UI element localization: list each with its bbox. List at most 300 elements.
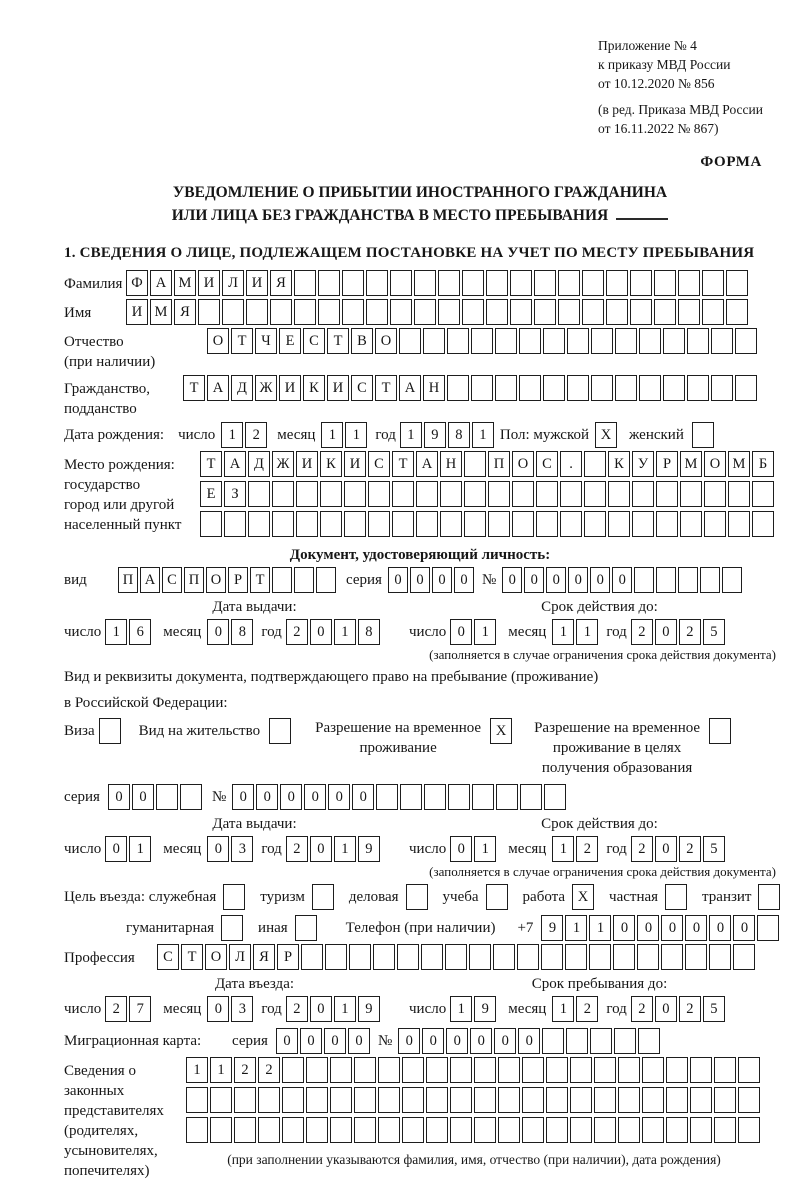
char-cell[interactable] <box>392 511 414 537</box>
char-cell[interactable] <box>221 915 243 941</box>
char-cell[interactable] <box>306 1117 328 1143</box>
char-cell[interactable]: 1 <box>552 996 574 1022</box>
birth-month-cells[interactable] <box>321 422 369 448</box>
char-cell[interactable] <box>294 299 316 325</box>
char-cell[interactable] <box>606 299 628 325</box>
char-cell[interactable] <box>714 1057 736 1083</box>
char-cell[interactable] <box>354 1087 376 1113</box>
char-cell[interactable]: Д <box>248 451 270 477</box>
char-cell[interactable]: 5 <box>703 996 725 1022</box>
char-cell[interactable]: А <box>140 567 160 593</box>
char-cell[interactable] <box>570 1117 592 1143</box>
char-cell[interactable]: Т <box>392 451 414 477</box>
char-cell[interactable] <box>496 784 518 810</box>
char-cell[interactable] <box>462 270 484 296</box>
char-cell[interactable] <box>462 299 484 325</box>
char-cell[interactable] <box>402 1087 424 1113</box>
char-cell[interactable] <box>714 1087 736 1113</box>
char-cell[interactable] <box>99 718 121 744</box>
char-cell[interactable]: С <box>303 328 325 354</box>
char-cell[interactable] <box>493 944 515 970</box>
char-cell[interactable] <box>709 944 731 970</box>
purpose-study-checkbox[interactable] <box>486 884 510 910</box>
char-cell[interactable]: Б <box>752 451 774 477</box>
char-cell[interactable]: 1 <box>105 619 127 645</box>
char-cell[interactable]: Р <box>228 567 248 593</box>
id-valid-year-cells[interactable] <box>631 619 727 645</box>
char-cell[interactable] <box>570 1087 592 1113</box>
char-cell[interactable] <box>469 944 491 970</box>
char-cell[interactable]: 1 <box>334 836 356 862</box>
char-cell[interactable] <box>522 1087 544 1113</box>
migration-series-cells[interactable] <box>276 1028 372 1054</box>
char-cell[interactable] <box>416 511 438 537</box>
patronymic-cells[interactable] <box>207 328 759 354</box>
char-cell[interactable] <box>519 375 541 401</box>
char-cell[interactable]: О <box>512 451 534 477</box>
char-cell[interactable]: М <box>680 451 702 477</box>
residence-permit-checkbox[interactable] <box>269 718 293 744</box>
permit-issue-month-cells[interactable] <box>207 836 255 862</box>
char-cell[interactable] <box>416 481 438 507</box>
char-cell[interactable]: 2 <box>631 836 653 862</box>
birthplace-cells-row1[interactable] <box>200 451 776 477</box>
char-cell[interactable] <box>594 1057 616 1083</box>
char-cell[interactable] <box>690 1057 712 1083</box>
char-cell[interactable] <box>735 328 757 354</box>
char-cell[interactable]: Ф <box>126 270 148 296</box>
char-cell[interactable] <box>728 511 750 537</box>
char-cell[interactable] <box>536 511 558 537</box>
char-cell[interactable]: 2 <box>679 836 701 862</box>
char-cell[interactable]: 2 <box>679 619 701 645</box>
char-cell[interactable] <box>687 328 709 354</box>
char-cell[interactable]: 2 <box>679 996 701 1022</box>
char-cell[interactable]: 5 <box>703 619 725 645</box>
char-cell[interactable] <box>306 1057 328 1083</box>
char-cell[interactable] <box>637 944 659 970</box>
char-cell[interactable] <box>438 299 460 325</box>
char-cell[interactable] <box>366 270 388 296</box>
char-cell[interactable] <box>591 375 613 401</box>
char-cell[interactable] <box>735 375 757 401</box>
char-cell[interactable]: 8 <box>448 422 470 448</box>
char-cell[interactable] <box>726 299 748 325</box>
char-cell[interactable]: 1 <box>474 619 496 645</box>
char-cell[interactable] <box>618 1057 640 1083</box>
char-cell[interactable] <box>589 944 611 970</box>
purpose-tourism-checkbox[interactable] <box>312 884 336 910</box>
char-cell[interactable] <box>296 481 318 507</box>
char-cell[interactable] <box>570 1057 592 1083</box>
id-issue-month-cells[interactable] <box>207 619 255 645</box>
char-cell[interactable]: 0 <box>518 1028 540 1054</box>
char-cell[interactable] <box>758 884 780 910</box>
char-cell[interactable] <box>156 784 178 810</box>
char-cell[interactable] <box>295 915 317 941</box>
char-cell[interactable] <box>474 1057 496 1083</box>
char-cell[interactable] <box>656 481 678 507</box>
char-cell[interactable]: 1 <box>565 915 587 941</box>
char-cell[interactable]: 2 <box>286 836 308 862</box>
char-cell[interactable] <box>656 511 678 537</box>
char-cell[interactable]: И <box>296 451 318 477</box>
representatives-cells-row2[interactable] <box>186 1087 762 1113</box>
permit-valid-day-cells[interactable] <box>450 836 498 862</box>
char-cell[interactable] <box>560 481 582 507</box>
char-cell[interactable]: 3 <box>231 836 253 862</box>
name-cells[interactable] <box>126 299 750 325</box>
char-cell[interactable] <box>665 884 687 910</box>
char-cell[interactable]: Е <box>200 481 222 507</box>
char-cell[interactable] <box>272 567 292 593</box>
char-cell[interactable] <box>584 451 606 477</box>
char-cell[interactable]: 0 <box>398 1028 420 1054</box>
char-cell[interactable] <box>342 270 364 296</box>
char-cell[interactable]: 3 <box>231 996 253 1022</box>
char-cell[interactable]: 1 <box>552 619 574 645</box>
char-cell[interactable] <box>630 299 652 325</box>
char-cell[interactable]: Т <box>181 944 203 970</box>
char-cell[interactable] <box>618 1087 640 1113</box>
char-cell[interactable] <box>615 328 637 354</box>
char-cell[interactable]: И <box>344 451 366 477</box>
char-cell[interactable]: 0 <box>494 1028 516 1054</box>
birthplace-cells-row3[interactable] <box>200 511 776 537</box>
char-cell[interactable] <box>594 1117 616 1143</box>
id-issue-day-cells[interactable] <box>105 619 153 645</box>
char-cell[interactable] <box>272 481 294 507</box>
char-cell[interactable]: 0 <box>613 915 635 941</box>
char-cell[interactable]: 6 <box>129 619 151 645</box>
char-cell[interactable] <box>608 511 630 537</box>
char-cell[interactable] <box>709 718 731 744</box>
char-cell[interactable] <box>330 1057 352 1083</box>
char-cell[interactable] <box>488 481 510 507</box>
char-cell[interactable]: 2 <box>576 836 598 862</box>
char-cell[interactable]: 0 <box>733 915 755 941</box>
char-cell[interactable] <box>702 299 724 325</box>
char-cell[interactable]: X <box>572 884 594 910</box>
char-cell[interactable] <box>582 299 604 325</box>
char-cell[interactable]: 0 <box>276 1028 298 1054</box>
char-cell[interactable] <box>738 1057 760 1083</box>
char-cell[interactable] <box>534 299 556 325</box>
char-cell[interactable]: 0 <box>310 996 332 1022</box>
char-cell[interactable]: 0 <box>348 1028 370 1054</box>
char-cell[interactable]: Т <box>231 328 253 354</box>
char-cell[interactable]: А <box>224 451 246 477</box>
char-cell[interactable]: 1 <box>321 422 343 448</box>
char-cell[interactable]: 0 <box>546 567 566 593</box>
char-cell[interactable]: 0 <box>709 915 731 941</box>
permit-issue-day-cells[interactable] <box>105 836 153 862</box>
id-number-cells[interactable] <box>502 567 744 593</box>
char-cell[interactable] <box>234 1087 256 1113</box>
char-cell[interactable]: 2 <box>286 996 308 1022</box>
char-cell[interactable] <box>582 270 604 296</box>
char-cell[interactable] <box>510 299 532 325</box>
birth-year-cells[interactable] <box>400 422 496 448</box>
char-cell[interactable] <box>373 944 395 970</box>
char-cell[interactable] <box>738 1087 760 1113</box>
char-cell[interactable]: О <box>375 328 397 354</box>
char-cell[interactable] <box>397 944 419 970</box>
char-cell[interactable] <box>423 328 445 354</box>
char-cell[interactable]: Р <box>277 944 299 970</box>
char-cell[interactable]: О <box>207 328 229 354</box>
char-cell[interactable] <box>301 944 323 970</box>
char-cell[interactable] <box>488 511 510 537</box>
char-cell[interactable]: 0 <box>207 836 229 862</box>
char-cell[interactable]: 0 <box>232 784 254 810</box>
char-cell[interactable] <box>702 270 724 296</box>
char-cell[interactable]: 0 <box>352 784 374 810</box>
char-cell[interactable] <box>296 511 318 537</box>
temp-permit-checkbox[interactable] <box>490 718 514 744</box>
char-cell[interactable] <box>567 375 589 401</box>
char-cell[interactable]: 0 <box>304 784 326 810</box>
char-cell[interactable]: 0 <box>450 836 472 862</box>
char-cell[interactable]: 0 <box>655 619 677 645</box>
char-cell[interactable]: 0 <box>655 996 677 1022</box>
char-cell[interactable] <box>447 328 469 354</box>
char-cell[interactable]: 1 <box>552 836 574 862</box>
char-cell[interactable]: 0 <box>300 1028 322 1054</box>
char-cell[interactable]: К <box>608 451 630 477</box>
char-cell[interactable] <box>325 944 347 970</box>
char-cell[interactable] <box>210 1087 232 1113</box>
char-cell[interactable]: Е <box>279 328 301 354</box>
char-cell[interactable] <box>618 1117 640 1143</box>
char-cell[interactable]: Я <box>253 944 275 970</box>
char-cell[interactable]: 9 <box>474 996 496 1022</box>
char-cell[interactable] <box>632 511 654 537</box>
char-cell[interactable]: Н <box>440 451 462 477</box>
char-cell[interactable] <box>591 328 613 354</box>
stay-day-cells[interactable] <box>450 996 498 1022</box>
char-cell[interactable]: 0 <box>108 784 130 810</box>
char-cell[interactable]: И <box>198 270 220 296</box>
char-cell[interactable]: Я <box>270 270 292 296</box>
char-cell[interactable] <box>378 1117 400 1143</box>
char-cell[interactable]: 0 <box>256 784 278 810</box>
char-cell[interactable] <box>421 944 443 970</box>
char-cell[interactable]: 0 <box>432 567 452 593</box>
char-cell[interactable] <box>440 511 462 537</box>
char-cell[interactable]: 2 <box>234 1057 256 1083</box>
char-cell[interactable] <box>678 299 700 325</box>
char-cell[interactable]: Д <box>231 375 253 401</box>
char-cell[interactable]: С <box>157 944 179 970</box>
char-cell[interactable] <box>615 375 637 401</box>
char-cell[interactable]: Т <box>375 375 397 401</box>
char-cell[interactable]: 0 <box>446 1028 468 1054</box>
char-cell[interactable] <box>450 1087 472 1113</box>
char-cell[interactable] <box>567 328 589 354</box>
char-cell[interactable] <box>711 375 733 401</box>
char-cell[interactable] <box>656 567 676 593</box>
char-cell[interactable] <box>639 328 661 354</box>
char-cell[interactable] <box>546 1117 568 1143</box>
char-cell[interactable] <box>414 270 436 296</box>
stay-month-cells[interactable] <box>552 996 600 1022</box>
char-cell[interactable] <box>630 270 652 296</box>
purpose-work-checkbox[interactable] <box>572 884 596 910</box>
temp-permit-edu-checkbox[interactable] <box>709 718 733 744</box>
sex-male-checkbox[interactable] <box>595 422 619 448</box>
char-cell[interactable] <box>471 328 493 354</box>
char-cell[interactable]: Т <box>250 567 270 593</box>
char-cell[interactable]: 9 <box>358 996 380 1022</box>
char-cell[interactable] <box>642 1057 664 1083</box>
char-cell[interactable] <box>445 944 467 970</box>
char-cell[interactable] <box>366 299 388 325</box>
profession-cells[interactable] <box>157 944 757 970</box>
char-cell[interactable] <box>378 1057 400 1083</box>
char-cell[interactable]: Л <box>229 944 251 970</box>
char-cell[interactable] <box>594 1087 616 1113</box>
char-cell[interactable] <box>464 451 486 477</box>
char-cell[interactable]: У <box>632 451 654 477</box>
char-cell[interactable] <box>354 1117 376 1143</box>
char-cell[interactable] <box>680 481 702 507</box>
char-cell[interactable] <box>186 1087 208 1113</box>
char-cell[interactable]: 0 <box>310 836 332 862</box>
char-cell[interactable]: П <box>118 567 138 593</box>
char-cell[interactable]: 0 <box>655 836 677 862</box>
representatives-cells-row3[interactable] <box>186 1117 762 1143</box>
char-cell[interactable] <box>406 884 428 910</box>
char-cell[interactable] <box>486 299 508 325</box>
char-cell[interactable] <box>344 511 366 537</box>
char-cell[interactable]: 0 <box>310 619 332 645</box>
purpose-transit-checkbox[interactable] <box>758 884 782 910</box>
char-cell[interactable] <box>541 944 563 970</box>
char-cell[interactable]: 2 <box>245 422 267 448</box>
char-cell[interactable] <box>692 422 714 448</box>
char-cell[interactable] <box>560 511 582 537</box>
char-cell[interactable] <box>752 481 774 507</box>
char-cell[interactable] <box>714 1117 736 1143</box>
char-cell[interactable] <box>522 1117 544 1143</box>
char-cell[interactable] <box>438 270 460 296</box>
char-cell[interactable] <box>663 375 685 401</box>
entry-day-cells[interactable] <box>105 996 153 1022</box>
char-cell[interactable]: 0 <box>207 996 229 1022</box>
char-cell[interactable] <box>498 1117 520 1143</box>
id-valid-day-cells[interactable] <box>450 619 498 645</box>
char-cell[interactable] <box>757 915 779 941</box>
char-cell[interactable]: 0 <box>470 1028 492 1054</box>
char-cell[interactable]: 1 <box>129 836 151 862</box>
char-cell[interactable]: 0 <box>328 784 350 810</box>
char-cell[interactable]: 1 <box>345 422 367 448</box>
char-cell[interactable] <box>450 1057 472 1083</box>
char-cell[interactable] <box>678 567 698 593</box>
char-cell[interactable] <box>390 299 412 325</box>
char-cell[interactable] <box>306 1087 328 1113</box>
visa-checkbox[interactable] <box>99 718 123 744</box>
char-cell[interactable] <box>258 1117 280 1143</box>
char-cell[interactable] <box>318 270 340 296</box>
char-cell[interactable] <box>198 299 220 325</box>
char-cell[interactable]: 0 <box>661 915 683 941</box>
char-cell[interactable] <box>678 270 700 296</box>
char-cell[interactable]: О <box>704 451 726 477</box>
char-cell[interactable]: 0 <box>207 619 229 645</box>
char-cell[interactable] <box>282 1057 304 1083</box>
char-cell[interactable] <box>344 481 366 507</box>
char-cell[interactable]: 2 <box>631 619 653 645</box>
char-cell[interactable] <box>354 1057 376 1083</box>
char-cell[interactable] <box>424 784 446 810</box>
char-cell[interactable] <box>510 270 532 296</box>
char-cell[interactable] <box>542 1028 564 1054</box>
char-cell[interactable] <box>666 1117 688 1143</box>
char-cell[interactable]: 7 <box>129 996 151 1022</box>
purpose-humanitarian-checkbox[interactable] <box>221 915 245 941</box>
char-cell[interactable]: 0 <box>132 784 154 810</box>
char-cell[interactable] <box>368 481 390 507</box>
char-cell[interactable]: Н <box>423 375 445 401</box>
char-cell[interactable]: З <box>224 481 246 507</box>
char-cell[interactable]: 0 <box>590 567 610 593</box>
char-cell[interactable] <box>495 328 517 354</box>
char-cell[interactable]: 2 <box>631 996 653 1022</box>
char-cell[interactable] <box>440 481 462 507</box>
char-cell[interactable]: П <box>488 451 510 477</box>
char-cell[interactable] <box>234 1117 256 1143</box>
char-cell[interactable] <box>269 718 291 744</box>
char-cell[interactable] <box>448 784 470 810</box>
char-cell[interactable] <box>512 481 534 507</box>
char-cell[interactable] <box>426 1057 448 1083</box>
char-cell[interactable] <box>472 784 494 810</box>
char-cell[interactable] <box>584 481 606 507</box>
char-cell[interactable]: С <box>536 451 558 477</box>
char-cell[interactable]: 1 <box>450 996 472 1022</box>
char-cell[interactable]: Ч <box>255 328 277 354</box>
char-cell[interactable] <box>566 1028 588 1054</box>
char-cell[interactable] <box>639 375 661 401</box>
char-cell[interactable]: 1 <box>221 422 243 448</box>
char-cell[interactable] <box>711 328 733 354</box>
char-cell[interactable] <box>474 1117 496 1143</box>
char-cell[interactable] <box>519 328 541 354</box>
char-cell[interactable] <box>399 328 421 354</box>
char-cell[interactable] <box>426 1087 448 1113</box>
char-cell[interactable] <box>700 567 720 593</box>
char-cell[interactable] <box>632 481 654 507</box>
char-cell[interactable]: 0 <box>524 567 544 593</box>
char-cell[interactable] <box>471 375 493 401</box>
char-cell[interactable]: М <box>150 299 172 325</box>
id-series-cells[interactable] <box>388 567 476 593</box>
char-cell[interactable] <box>248 511 270 537</box>
char-cell[interactable] <box>722 567 742 593</box>
char-cell[interactable] <box>752 511 774 537</box>
char-cell[interactable] <box>666 1087 688 1113</box>
char-cell[interactable]: О <box>205 944 227 970</box>
char-cell[interactable] <box>546 1087 568 1113</box>
char-cell[interactable]: 0 <box>324 1028 346 1054</box>
purpose-other-checkbox[interactable] <box>295 915 319 941</box>
char-cell[interactable] <box>402 1117 424 1143</box>
citizenship-cells[interactable] <box>183 375 759 401</box>
char-cell[interactable]: К <box>303 375 325 401</box>
char-cell[interactable]: 9 <box>541 915 563 941</box>
